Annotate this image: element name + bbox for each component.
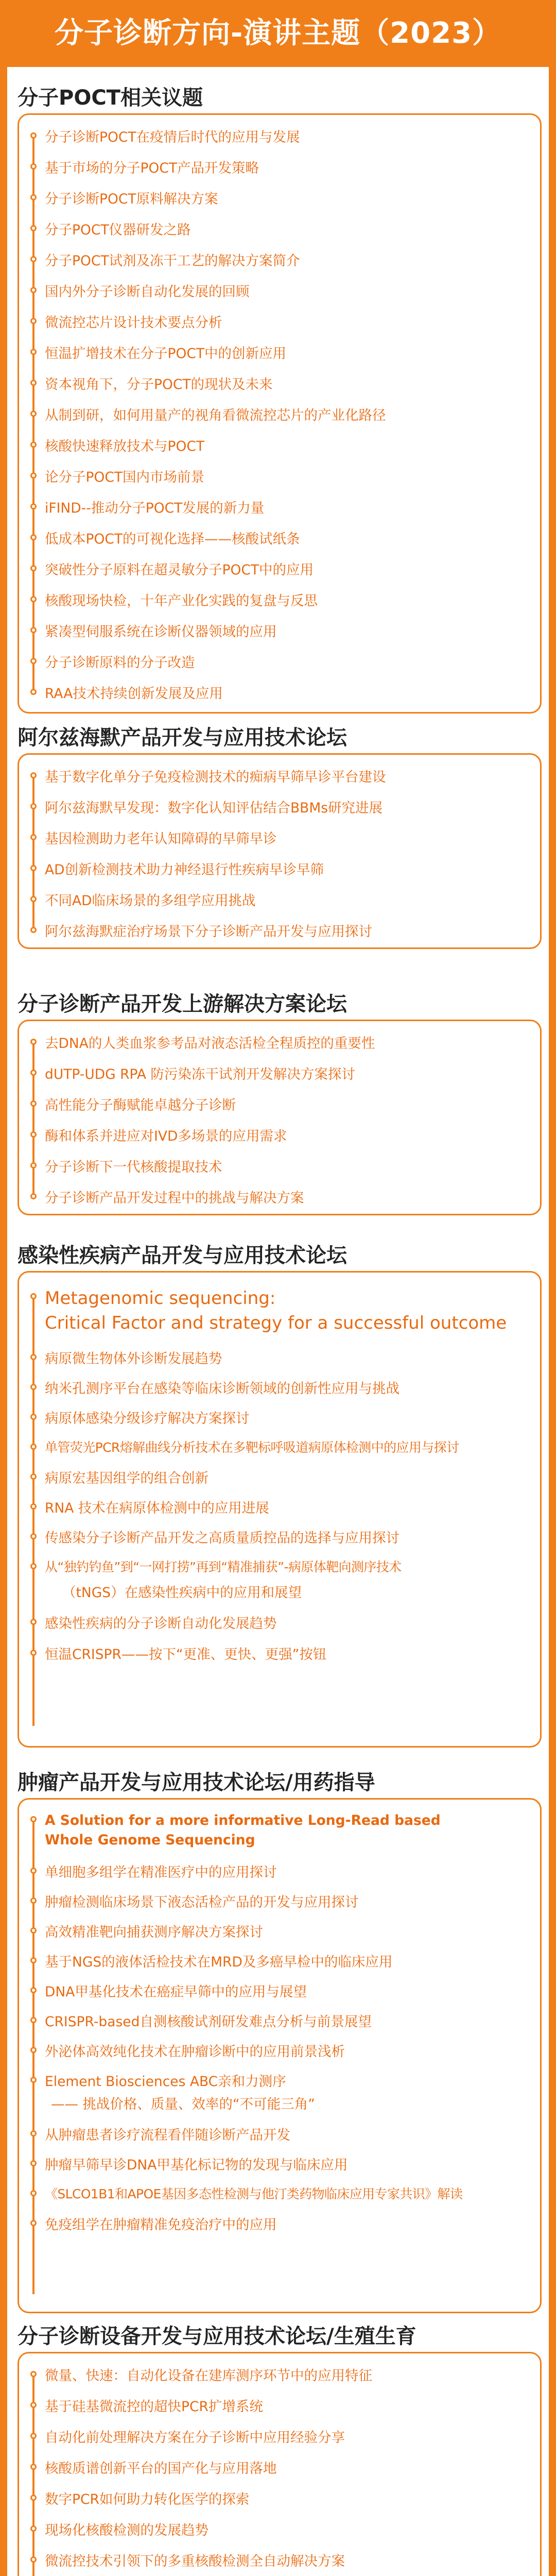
bullet-icon [30,287,37,293]
page-title: 分子诊断方向-演讲主题（2023） [0,0,556,67]
topic-box [18,113,542,714]
bullet-icon [30,658,37,664]
topic-box [18,2352,542,2576]
bullet-icon [30,1193,37,1199]
bullet-icon [30,896,37,902]
bullet-icon [30,163,37,170]
bullet-icon [30,1131,37,1138]
list-item: 自动化前处理解决方案在分子诊断中应用经验分享 [30,2422,532,2449]
bullet-icon [30,1384,37,1390]
topic-box [18,1020,542,1215]
list-item: RNA 技术在病原体检测中的应用进展 [30,1493,532,1520]
bullet-icon [30,225,37,231]
list-item: Element Biosciences ABC亲和力测序 [30,2066,532,2093]
list-item: 分子诊断下一代核酸提取技术 [30,1152,532,1179]
topic-box [18,753,542,949]
section-title: 感染性疾病产品开发与应用技术论坛 [18,1244,347,1267]
bullet-icon [30,834,37,840]
section-title: 分子诊断设备开发与应用技术论坛/生殖生育 [18,2325,416,2348]
list-item: 分子POCT试剂及冻干工艺的解决方案简介 [30,246,532,273]
bullet-icon [30,1957,37,1963]
bullet-icon [30,2220,37,2226]
bullet-icon [30,2526,37,2532]
bullet-icon [30,380,37,386]
list-item-continuation: （tNGS）在感染性疾病中的应用和展望 [62,1584,302,1601]
list-item: 紧凑型伺服系统在诊断仪器领域的应用 [30,617,532,643]
bullet-icon [30,2371,37,2377]
bullet-icon [30,1293,37,1299]
bullet-icon [30,772,37,778]
bullet-icon [30,596,37,602]
list-item: 从“独钓钓鱼”到“一网打捞”再到“精准捕获”-病原体靶向测序技术 [30,1553,532,1580]
section-title: 分子POCT相关议题 [18,86,203,110]
list-item: 核酸快速释放技术与POCT [30,431,532,458]
list-item: 基于市场的分子POCT产品开发策略 [30,153,532,180]
bullet-icon [30,689,37,695]
bullet-icon [30,318,37,324]
list-item: 分子POCT仪器研发之路 [30,215,532,242]
list-item: 病原微生物体外诊断发展趋势 [30,1344,532,1370]
bullet-icon [30,1897,37,1904]
list-item: 国内外分子诊断自动化发展的回顾 [30,277,532,303]
bullet-icon [30,1473,37,1480]
list-item: AD创新检测技术助力神经退行性疾病早诊早筛 [30,855,532,882]
list-item: 不同AD临床场景的多组学应用挑战 [30,886,532,912]
list-item: 基于NGS的液体活检技术在MRD及多癌早检中的临床应用 [30,1947,532,1974]
bullet-icon [30,2402,37,2408]
bullet-icon [30,865,37,871]
bullet-icon [30,256,37,262]
bullet-icon [30,1650,37,1656]
bullet-icon [30,1070,37,1076]
list-item: 分子诊断POCT在疫情后时代的应用与发展 [30,122,532,149]
bullet-icon [30,1444,37,1450]
bullet-icon [30,411,37,417]
list-item: 恒温扩增技术在分子POCT中的创新应用 [30,338,532,365]
bullet-icon [30,2433,37,2439]
list-item: DNA甲基化技术在癌症早筛中的应用与展望 [30,1977,532,2004]
bullet-icon [30,1100,37,1107]
bullet-icon [30,1619,37,1625]
list-item: 高效精准靶向捕获测序解决方案探讨 [30,1917,532,1944]
bullet-icon [30,927,37,933]
list-item: 外泌体高效纯化技术在肿瘤诊断中的应用前景浅析 [30,2037,532,2063]
topic-box [18,1798,542,2313]
list-item: 突破性分子原料在超灵敏分子POCT中的应用 [30,555,532,582]
list-item: 基于数字化单分子免疫检测技术的痴病早筛早诊平台建设 [30,762,532,789]
bullet-icon [30,1563,37,1569]
list-item: CRISPR-based自测核酸试剂研发难点分析与前景展望 [30,2007,532,2033]
bullet-icon [30,1503,37,1510]
bullet-icon [30,442,37,448]
bullet-icon [30,627,37,633]
bullet-icon [30,2047,37,2053]
bullet-icon [30,2495,37,2501]
list-item: 分子诊断原料的分子改造 [30,648,532,674]
bullet-icon [30,1354,37,1360]
bullet-icon [30,1987,37,1993]
list-item: 微量、快速：自动化设备在建库测序环节中的应用特征 [30,2361,532,2387]
bullet-icon [30,803,37,809]
bullet-icon [30,349,37,355]
list-item: 核酸现场快检，十年产业化实践的复盘与反思 [30,586,532,613]
bullet-icon [30,1414,37,1420]
list-item-continuation: —— 挑战价格、质量、效率的“不可能三角” [51,2096,315,2112]
list-item: 恒温CRISPR——按下“更准、更快、更强”按钮 [30,1639,532,1666]
list-item: RAA技术持续创新发展及应用 [30,679,532,705]
bullet-icon [30,194,37,200]
bullet-icon [30,1816,37,1822]
list-item: 现场化核酸检测的发展趋势 [30,2515,532,2542]
bullet-icon [30,534,37,540]
bullet-icon [30,132,37,139]
list-item: 传感染分子诊断产品开发之高质量质控品的选择与应用探讨 [30,1523,532,1550]
list-item: 感染性疾病的分子诊断自动化发展趋势 [30,1608,532,1635]
list-item: 微流控技术引领下的多重核酸检测全自动解决方案 [30,2546,532,2573]
topic-box [18,1271,542,1748]
list-item: 基于硅基微流控的超快PCR扩增系统 [30,2392,532,2418]
list-item: 资本视角下，分子POCT的现状及未来 [30,369,532,396]
list-item: 核酸质谱创新平台的国产化与应用落地 [30,2453,532,2480]
list-item: 肿瘤早筛早诊DNA甲基化标记物的发现与临床应用 [30,2150,532,2177]
list-item-lead: Metagenomic sequencing: Critical Factor and strategy for a successful outcome [30,1286,532,1335]
list-item: 去DNA的人类血浆参考品对液态活检全程质控的重要性 [30,1028,532,1055]
bullet-icon [30,2190,37,2196]
list-item: 阿尔兹海默早发现：数字化认知评估结合BBMs研究进展 [30,793,532,820]
list-item: 数字PCR如何助力转化医学的探索 [30,2484,532,2511]
list-item: 单管荧光PCR熔解曲线分析技术在多靶标呼吸道病原体检测中的应用与探讨 [30,1433,532,1460]
bullet-icon [30,1533,37,1539]
bullet-icon [30,1039,37,1045]
bullet-icon [30,2464,37,2470]
bullet-icon [30,503,37,510]
section-title: 阿尔兹海默产品开发与应用技术论坛 [18,726,347,750]
bullet-icon [30,2017,37,2023]
bullet-icon [30,1868,37,1874]
list-item: 分子诊断POCT原料解决方案 [30,184,532,211]
bullet-icon [30,565,37,571]
list-item: 病原宏基因组学的组合创新 [30,1463,532,1490]
list-item: 病原体感染分级诊疗解决方案探讨 [30,1403,532,1430]
list-item: 单细胞多组学在精准医疗中的应用探讨 [30,1857,532,1884]
list-item: 阿尔兹海默症治疗场景下分子诊断产品开发与应用探讨 [30,917,532,943]
list-item: 免疫组学在肿瘤精准免疫治疗中的应用 [30,2210,532,2236]
bullet-icon [30,2077,37,2083]
list-item: 《SLCO1B1和APOE基因多态性检测与他汀类药物临床应用专家共识》解读 [30,2180,532,2207]
bullet-icon [30,472,37,479]
list-item: 酶和体系并进应对IVD多场景的应用需求 [30,1121,532,1148]
list-item-lead: A Solution for a more informative Long-Read based Whole Genome Sequencing [30,1811,532,1850]
list-item: dUTP-UDG RPA 防污染冻干试剂开发解决方案探讨 [30,1059,532,1086]
bullet-icon [30,2130,37,2137]
list-item: 肿瘤检测临床场景下液态活检产品的开发与应用探讨 [30,1887,532,1914]
bullet-icon [30,1927,37,1934]
list-item: 基因检测助力老年认知障碍的早筛早诊 [30,824,532,851]
section-title: 分子诊断产品开发上游解决方案论坛 [18,992,347,1016]
section-title: 肿瘤产品开发与应用技术论坛/用药指导 [18,1771,375,1794]
list-item: 论分子POCT国内市场前景 [30,462,532,489]
bullet-icon [30,2556,37,2563]
bullet-icon [30,1162,37,1168]
list-item: iFIND--推动分子POCT发展的新力量 [30,493,532,520]
list-item: 从制到研，如何用量产的视角看微流控芯片的产业化路径 [30,400,532,427]
list-item: 低成本POCT的可视化选择——核酸试纸条 [30,524,532,551]
list-item: 分子诊断产品开发过程中的挑战与解决方案 [30,1183,532,1210]
list-item: 从肿瘤患者诊疗流程看伴随诊断产品开发 [30,2120,532,2147]
list-item: 纳米孔测序平台在感染等临床诊断领域的创新性应用与挑战 [30,1374,532,1400]
bullet-icon [30,2160,37,2166]
list-item: 微流控芯片设计技术要点分析 [30,308,532,334]
list-item: 高性能分子酶赋能卓越分子诊断 [30,1090,532,1117]
